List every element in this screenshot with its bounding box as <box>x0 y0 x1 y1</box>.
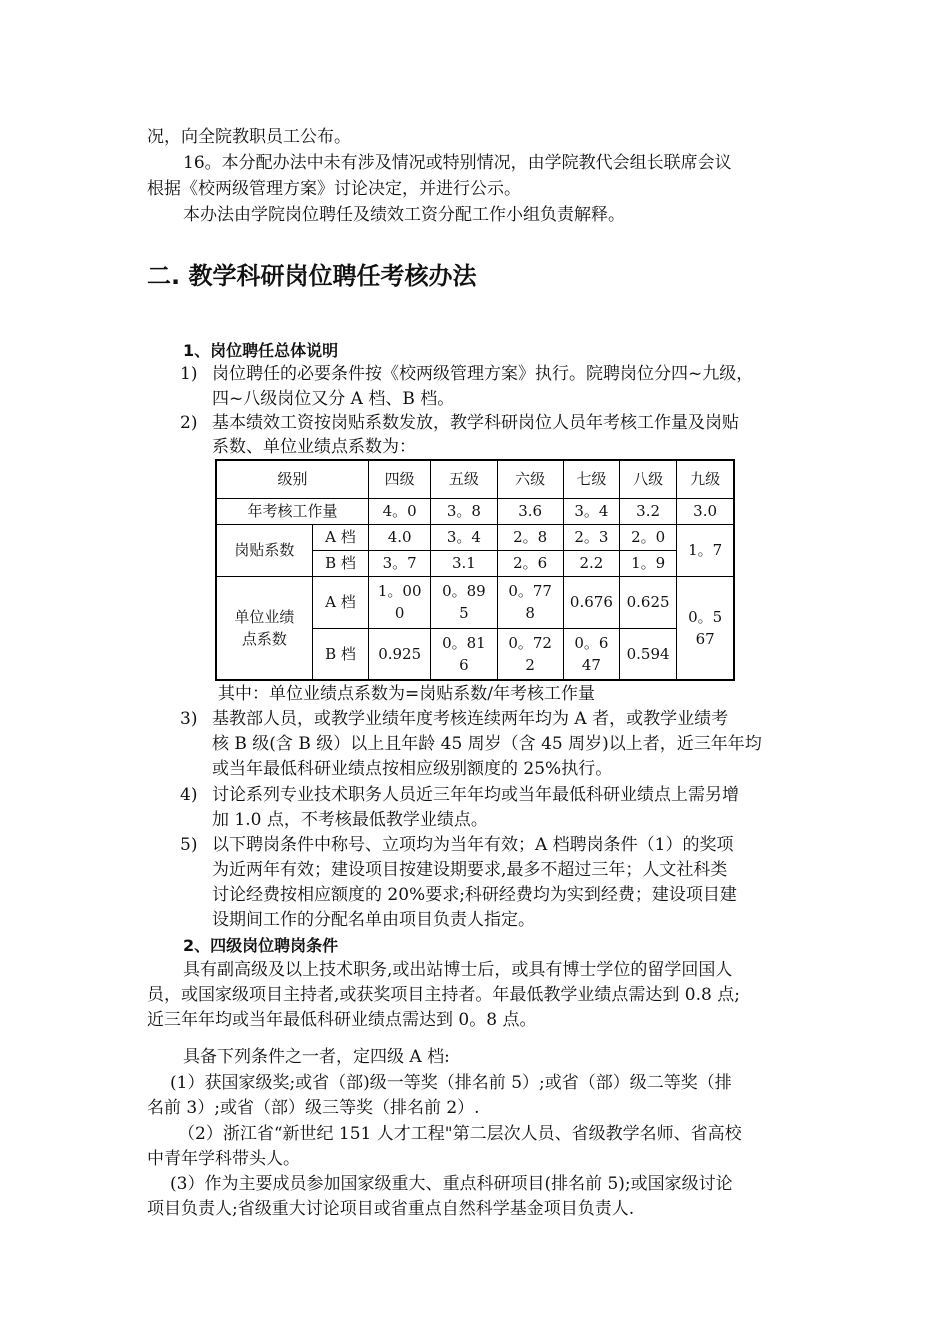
header-cell: 八级 <box>620 460 677 498</box>
item-3-line: 或当年最低科研业绩点按相应级别额度的 25%执行。 <box>212 759 613 779</box>
item-5-line: 为近两年有效；建设项目按建设期要求,最多不超过三年；人文社科类 <box>212 860 728 880</box>
intro-line-3: 根据《校两级管理方案》讨论决定，并进行公示。 <box>147 179 521 199</box>
item-5-line: 以下聘岗条件中称号、立项均为当年有效；A 档聘岗条件（1）的奖项 <box>212 835 734 855</box>
condition-3-line: (3）作为主要成员参加国家级重大、重点科研项目(排名前 5);或国家级讨论 <box>170 1174 733 1194</box>
cell-text: 6 <box>459 655 469 674</box>
cell-text: 0.925 <box>378 644 422 663</box>
condition-3-line: 项目负责人;省级重大讨论项目或省重点自然科学基金项目负责人. <box>147 1199 635 1219</box>
cell-text: 0.594 <box>626 644 670 663</box>
table-row <box>216 576 734 628</box>
table-cell <box>369 576 431 628</box>
item-number: 2) <box>180 413 198 433</box>
grade-label: B 档 <box>312 628 368 680</box>
grade-label: B 档 <box>312 550 368 576</box>
table-cell: 3。7 <box>369 550 431 576</box>
s2-paragraph-line: 员，或国家级项目主持者,或获奖项目主持者。年最低教学业绩点需达到 0.8 点; <box>147 985 740 1005</box>
row-label <box>216 576 312 680</box>
table-cell: 3。4 <box>563 498 619 524</box>
subsection-2-title: 2、四级岗位聘岗条件 <box>183 936 339 955</box>
header-cell: 九级 <box>677 460 734 498</box>
table-cell <box>620 576 677 628</box>
intro-line-1: 况，向全院教职员工公布。 <box>147 127 351 147</box>
header-cell: 四级 <box>369 460 431 498</box>
cell-text: 0.676 <box>569 593 613 611</box>
condition-2-line: （2）浙江省“新世纪 151 人才工程"第二层次人员、省级教学名师、省高校 <box>178 1124 742 1144</box>
row-label-part: 点系数 <box>241 629 287 648</box>
intro-line-2: 16。本分配办法中未有涉及情况或特别情况，由学院教代会组长联席会议 <box>183 153 732 173</box>
cell-text: 0。81 <box>442 633 486 652</box>
header-cell: 七级 <box>563 460 619 498</box>
subsection-1-title: 1、岗位聘任总体说明 <box>183 341 339 360</box>
section-title: 二. 教学科研岗位聘任考核办法 <box>147 262 477 290</box>
table-cell <box>563 576 619 628</box>
table-row <box>216 524 734 550</box>
condition-1-line: 名前 3）;或省（部）级三等奖（排名前 2）. <box>147 1098 480 1118</box>
item-1-line-2: 四~八级岗位又分 A 档、B 档。 <box>212 389 455 409</box>
condition-1-line: (1）获国家级奖;或省（部)级一等奖（排名前 5）;或省（部）级二等奖（排 <box>170 1073 732 1093</box>
table-cell: 2.2 <box>563 550 619 576</box>
item-3-line: 基教部人员，或教学业绩年度考核连续两年均为 A 者，或教学业绩考 <box>212 709 729 729</box>
table-cell <box>431 628 497 680</box>
cell-text: 0。72 <box>508 633 552 652</box>
cell-text: 8 <box>525 604 535 622</box>
table-note: 其中：单位业绩点系数为=岗贴系数/年考核工作量 <box>218 684 595 704</box>
s2-paragraph-line: 具有副高级及以上技术职务,或出站博士后，或具有博士学位的留学回国人 <box>183 960 733 980</box>
table-cell <box>431 576 497 628</box>
table-cell: 3.6 <box>497 498 563 524</box>
header-cell: 级别 <box>216 460 369 498</box>
item-number: 4) <box>180 785 198 805</box>
cell-text: 2 <box>525 655 535 674</box>
s2-condition-intro: 具备下列条件之一者，定四级 A 档: <box>183 1047 450 1067</box>
cell-text: 0.625 <box>626 593 670 611</box>
table-cell: 3.0 <box>677 498 734 524</box>
table-cell: 3.2 <box>620 498 677 524</box>
table-cell <box>677 576 734 680</box>
table-cell: 4.0 <box>369 524 431 550</box>
cell-text: 47 <box>581 655 601 674</box>
table-row <box>216 498 734 524</box>
table-cell <box>620 628 677 680</box>
table-cell: 3。8 <box>431 498 497 524</box>
table-row <box>216 460 734 498</box>
item-5-line: 讨论经费按相应额度的 20%要求;科研经费均为实到经费；建设项目建 <box>212 885 737 905</box>
table-cell: 2。0 <box>620 524 677 550</box>
cell-text: 0 <box>394 604 405 622</box>
cell-text: 5 <box>459 604 469 622</box>
grade-label: A 档 <box>312 524 368 550</box>
cell-text: 0。5 <box>688 607 723 626</box>
grade-label: A 档 <box>312 576 368 628</box>
item-2-line-2: 系数、单位业绩点系数为： <box>212 437 416 457</box>
coefficient-table <box>215 459 735 681</box>
item-4-line: 讨论系列专业技术职务人员近三年年均或当年最低科研业绩点上需另增 <box>212 785 739 805</box>
table-cell <box>497 576 563 628</box>
table-cell: 3。4 <box>431 524 497 550</box>
item-5-line: 设期间工作的分配名单由项目负责人指定。 <box>212 910 535 930</box>
cell-text: 1。00 <box>377 582 422 600</box>
item-1-line-1: 岗位聘任的必要条件按《校两级管理方案》执行。院聘岗位分四~九级， <box>212 364 754 384</box>
item-number: 5) <box>180 835 198 855</box>
table-cell <box>563 628 619 680</box>
table-cell: 1。9 <box>620 550 677 576</box>
table-cell <box>497 628 563 680</box>
table-cell: 3.1 <box>431 550 497 576</box>
table-cell: 2。3 <box>563 524 619 550</box>
table-cell: 4。0 <box>369 498 431 524</box>
item-number: 1) <box>180 364 198 384</box>
item-number: 3) <box>180 709 198 729</box>
header-cell: 五级 <box>431 460 497 498</box>
table-cell: 1。7 <box>677 524 734 576</box>
row-label: 岗贴系数 <box>216 524 312 576</box>
row-label: 年考核工作量 <box>216 498 369 524</box>
condition-2-line: 中青年学科带头人。 <box>147 1149 300 1169</box>
cell-text: 0。77 <box>508 582 552 600</box>
item-3-line: 核 B 级(含 B 级）以上且年龄 45 周岁（含 45 周岁)以上者，近三年年均 <box>212 734 762 754</box>
table-cell: 2。8 <box>497 524 563 550</box>
header-cell: 六级 <box>497 460 563 498</box>
table-cell: 2。6 <box>497 550 563 576</box>
item-2-line-1: 基本绩效工资按岗贴系数发放，教学科研岗位人员年考核工作量及岗贴 <box>212 413 739 433</box>
intro-line-4: 本办法由学院岗位聘任及绩效工资分配工作小组负责解释。 <box>183 205 625 225</box>
table-cell <box>369 628 431 680</box>
cell-text: 67 <box>695 629 715 648</box>
cell-text: 0。6 <box>574 633 609 652</box>
cell-text: 0。89 <box>442 582 486 600</box>
item-4-line: 加 1.0 点，不考核最低教学业绩点。 <box>212 810 488 830</box>
s2-paragraph-line: 近三年年均或当年最低科研业绩点需达到 0。8 点。 <box>147 1010 537 1030</box>
row-label-part: 单位业绩 <box>234 607 295 626</box>
